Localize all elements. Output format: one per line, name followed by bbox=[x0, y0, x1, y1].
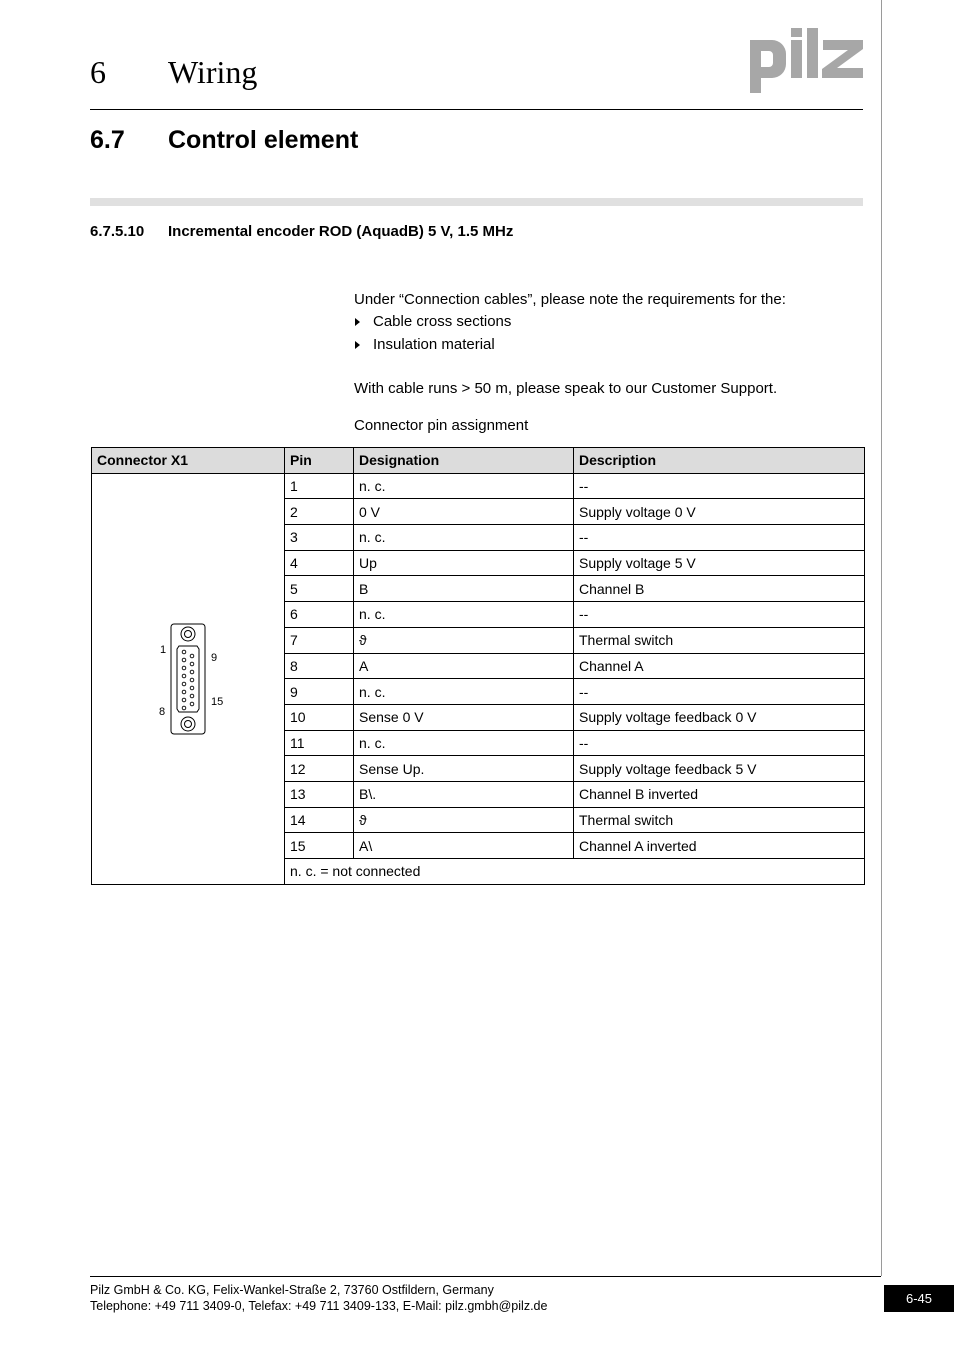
table-footnote: n. c. = not connected bbox=[285, 859, 865, 885]
pin-description: Supply voltage 0 V bbox=[574, 499, 865, 525]
pin-description: Thermal switch bbox=[574, 627, 865, 653]
bullet-arrow-icon bbox=[355, 341, 360, 349]
pin-description: Supply voltage feedback 5 V bbox=[574, 756, 865, 782]
bullet-arrow-icon bbox=[355, 318, 360, 326]
section-number: 6.7 bbox=[90, 126, 125, 154]
pin-number: 13 bbox=[285, 781, 354, 807]
pin-designation: A\ bbox=[354, 833, 574, 859]
pin-number: 8 bbox=[285, 653, 354, 679]
pin-number: 5 bbox=[285, 576, 354, 602]
table-header-row bbox=[92, 448, 865, 474]
pin-designation: ϑ bbox=[354, 627, 574, 653]
sub-d-connector-icon bbox=[97, 612, 290, 742]
pin-designation: A bbox=[354, 653, 574, 679]
pin-description: Channel A inverted bbox=[574, 833, 865, 859]
pin-description: Supply voltage 5 V bbox=[574, 550, 865, 576]
pin-number: 12 bbox=[285, 756, 354, 782]
pin-designation: 0 V bbox=[354, 499, 574, 525]
header-rule bbox=[90, 109, 863, 110]
chapter-number: 6 bbox=[90, 54, 106, 90]
intro-text: Under “Connection cables”, please note the requirements for the: bbox=[354, 291, 786, 308]
page-edge-rule bbox=[881, 0, 882, 1276]
connector-label-pin-1: 1 bbox=[160, 644, 167, 657]
pin-description: Channel B inverted bbox=[574, 781, 865, 807]
pin-description: Channel B bbox=[574, 576, 865, 602]
pin-assignment-table bbox=[91, 447, 865, 885]
pin-number: 6 bbox=[285, 602, 354, 628]
pin-designation: n. c. bbox=[354, 473, 574, 499]
pin-description: Thermal switch bbox=[574, 807, 865, 833]
pin-number: 15 bbox=[285, 833, 354, 859]
header-designation: Designation bbox=[354, 448, 574, 474]
subsection-number: 6.7.5.10 bbox=[90, 223, 145, 240]
section-divider-bar bbox=[90, 198, 863, 206]
pin-designation: n. c. bbox=[354, 730, 574, 756]
pin-number: 2 bbox=[285, 499, 354, 525]
pin-number: 10 bbox=[285, 704, 354, 730]
header-pin: Pin bbox=[285, 448, 354, 474]
pin-designation: n. c. bbox=[354, 525, 574, 551]
connector-label-pin-9: 9 bbox=[211, 652, 218, 665]
pin-number: 9 bbox=[285, 679, 354, 705]
pin-designation: n. c. bbox=[354, 602, 574, 628]
page-number: 6-45 bbox=[884, 1285, 954, 1312]
chapter-title: Wiring bbox=[168, 54, 258, 90]
pin-description: -- bbox=[574, 602, 865, 628]
footer-rule bbox=[90, 1276, 881, 1277]
connector-label-pin-15: 15 bbox=[211, 696, 224, 709]
pin-description: -- bbox=[574, 525, 865, 551]
table-caption: Connector pin assignment bbox=[354, 417, 529, 434]
connector-label-pin-8: 8 bbox=[159, 706, 166, 719]
footer-contact: Telephone: +49 711 3409-0, Telefax: +49 711 3409-133, E-Mail: pilz.gmbh@pilz.de bbox=[90, 1299, 548, 1313]
header-description: Description bbox=[574, 448, 865, 474]
pin-designation: Sense Up. bbox=[354, 756, 574, 782]
header-connector: Connector X1 bbox=[92, 448, 285, 474]
bullet-item bbox=[354, 313, 511, 331]
pin-description: Supply voltage feedback 0 V bbox=[574, 704, 865, 730]
pin-description: Channel A bbox=[574, 653, 865, 679]
pin-designation: B\. bbox=[354, 781, 574, 807]
pin-designation: ϑ bbox=[354, 807, 574, 833]
pin-number: 11 bbox=[285, 730, 354, 756]
section-title: Control element bbox=[168, 126, 359, 154]
cable-note: With cable runs > 50 m, please speak to our Customer Support. bbox=[354, 380, 778, 397]
table-row bbox=[92, 473, 865, 499]
pin-designation: Sense 0 V bbox=[354, 704, 574, 730]
pin-number: 1 bbox=[285, 473, 354, 499]
pin-designation: n. c. bbox=[354, 679, 574, 705]
pin-description: -- bbox=[574, 730, 865, 756]
pin-number: 3 bbox=[285, 525, 354, 551]
pin-description: -- bbox=[574, 679, 865, 705]
pin-description: -- bbox=[574, 473, 865, 499]
subsection-title: Incremental encoder ROD (AquadB) 5 V, 1.5 MHz bbox=[168, 223, 514, 240]
footer-address: Pilz GmbH & Co. KG, Felix-Wankel-Straße 2, 73760 Ostfildern, Germany bbox=[90, 1283, 494, 1297]
bullet-item bbox=[354, 336, 495, 354]
pin-number: 7 bbox=[285, 627, 354, 653]
pin-number: 4 bbox=[285, 550, 354, 576]
pin-designation: Up bbox=[354, 550, 574, 576]
pin-number: 14 bbox=[285, 807, 354, 833]
pin-designation: B bbox=[354, 576, 574, 602]
bullet-text: Insulation material bbox=[373, 336, 495, 353]
pilz-logo bbox=[746, 26, 866, 96]
logo-text: pilz bbox=[746, 26, 748, 27]
bullet-text: Cable cross sections bbox=[373, 313, 512, 330]
connector-diagram-cell bbox=[92, 473, 285, 884]
